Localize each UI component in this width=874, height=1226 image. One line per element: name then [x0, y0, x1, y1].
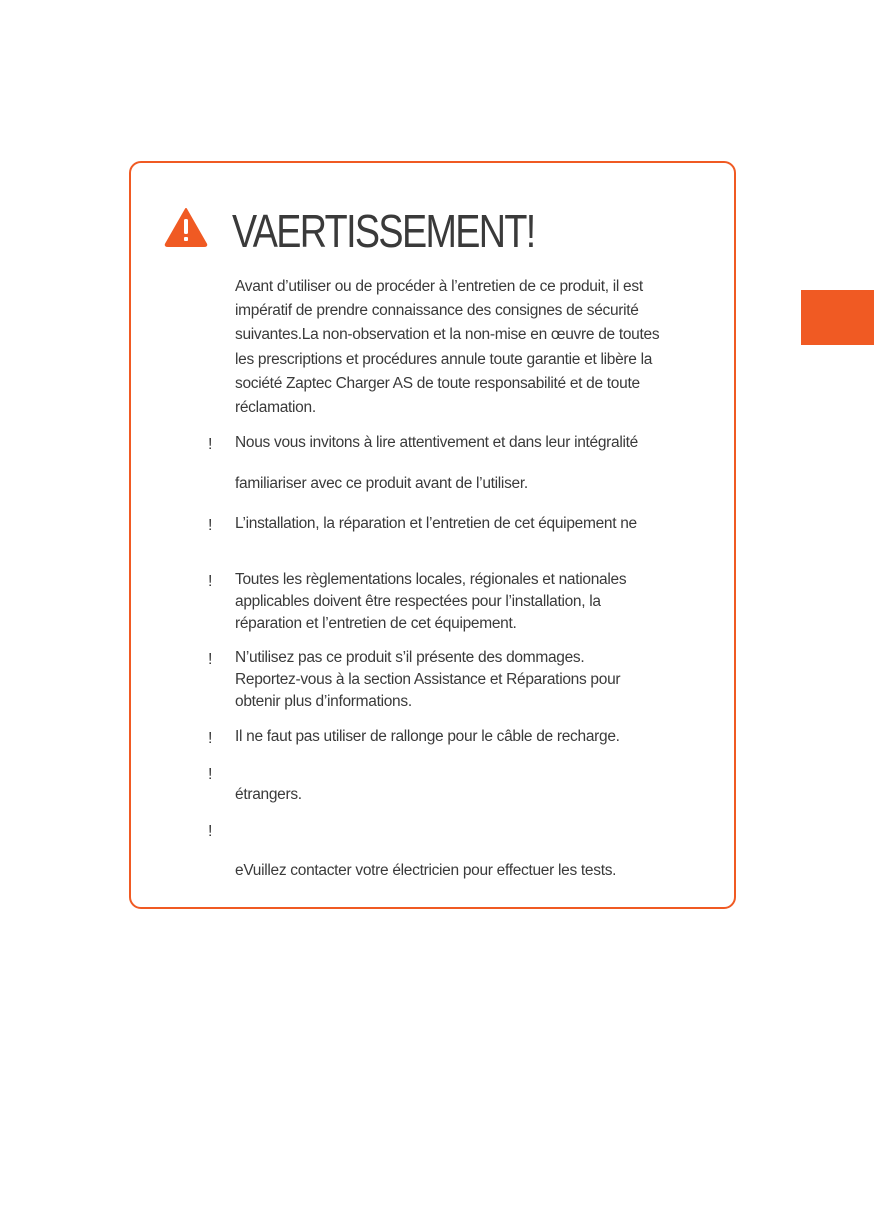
- exclamation-icon: !: [208, 436, 213, 453]
- bullet-line: applicables doivent être respectées pour l’installation, la: [235, 593, 601, 610]
- chapter-tab-marker: [801, 290, 874, 345]
- bullet-line: Reportez-vous à la section Assistance et Réparations pour: [235, 671, 621, 688]
- bullet-text: [235, 513, 695, 535]
- intro-line: impératif de prendre connaissance des consignes de sécurité: [235, 302, 639, 320]
- bullet-text: [235, 569, 695, 635]
- bullet-line: réparation et l’entretien de cet équipement.: [235, 615, 517, 632]
- bullet-line: N’utilisez pas ce produit s’il présente des dommages.: [235, 649, 585, 666]
- bullet-text: [235, 726, 695, 748]
- bullet-line: Nous vous invitons à lire attentivement et dans leur intégralité: [235, 434, 638, 451]
- bullet-line: familiariser avec ce produit avant de l’utiliser.: [235, 475, 528, 492]
- intro-line: les prescriptions et procédures annule toute garantie et libère la: [235, 350, 653, 368]
- bullet-text: [235, 762, 695, 806]
- warning-title: VAERTISSEMENT!: [232, 205, 535, 257]
- exclamation-icon: !: [208, 573, 213, 590]
- bullet-text: [235, 432, 695, 495]
- bullet-line: eVuillez contacter votre électricien pour effectuer les tests.: [235, 862, 617, 879]
- exclamation-icon: !: [208, 730, 213, 747]
- intro-line: suivantes.La non-observation et la non-mise en œuvre de toutes: [235, 326, 660, 344]
- exclamation-icon: !: [208, 517, 213, 534]
- intro-line: Avant d’utiliser ou de procéder à l’entretien de ce produit, il est: [235, 278, 643, 295]
- exclamation-icon: !: [208, 651, 213, 668]
- exclamation-icon: !: [208, 823, 213, 840]
- bullet-line: Il ne faut pas utiliser de rallonge pour le câble de recharge.: [235, 728, 620, 745]
- bullet-line: Toutes les règlementations locales, régionales et nationales: [235, 571, 627, 588]
- intro-paragraph: [235, 275, 705, 420]
- bullet-text: [235, 647, 695, 713]
- bullet-line: étrangers.: [235, 786, 302, 803]
- intro-line: société Zaptec Charger AS de toute responsabilité et de toute: [235, 374, 640, 392]
- bullet-line: L’installation, la réparation et l’entretien de cet équipement ne: [235, 515, 637, 532]
- intro-line: réclamation.: [235, 399, 316, 417]
- bullet-text: [235, 819, 695, 882]
- bullet-line: obtenir plus d’informations.: [235, 693, 412, 710]
- warning-triangle-icon: [164, 207, 208, 247]
- exclamation-icon: !: [208, 766, 213, 783]
